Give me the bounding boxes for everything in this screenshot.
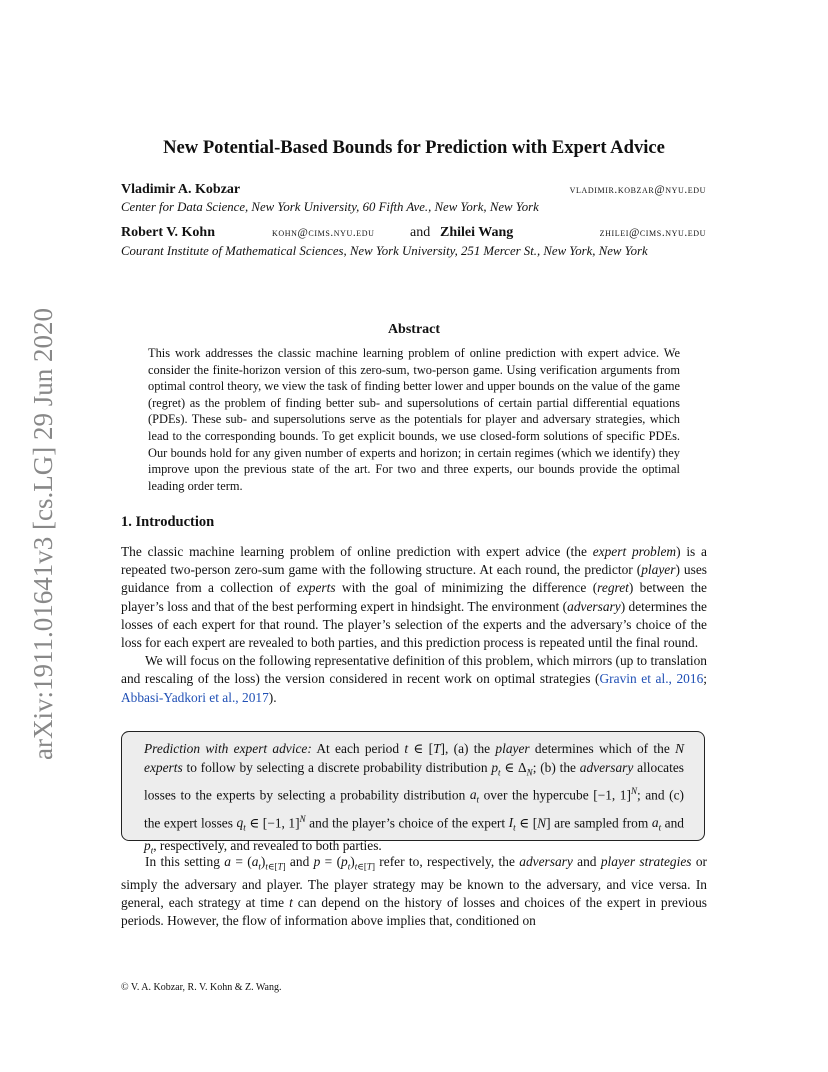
definition-box [121,731,705,856]
intro-body [121,543,707,707]
section-heading: 1. Introduction [121,514,215,530]
abstract-heading: Abstract [387,322,441,337]
citation-link[interactable]: Gravin et al., 2016 [599,671,704,687]
author-name: Zhilei Wang [440,225,514,240]
author-name: Vladimir A. Kobzar [121,182,241,197]
author-email[interactable]: kohn@cims.nyu.edu [272,227,375,239]
paper-title: New Potential-Based Bounds for Prediction with Expert Advice [163,137,665,158]
author-affiliation: Center for Data Science, New York University, 60 Fifth Ave., New York, New York [121,200,539,214]
author-name: Robert V. Kohn [121,225,216,240]
author-conjunction: and [410,225,431,240]
body-paragraph-3 [121,853,707,930]
definition-text: Prediction with expert advice: At each period t ∈ [T], (a) the player determines which of the N experts to follow by selecting a discrete probability distribution $p_t$ ∈ $\Delta_N$; (b) the adversary allocates losses to the experts by selecting a probability distribution $a_t$ over the hypercube [−1, 1]$^N$; and (c) the expert losses $q_t$ ∈ [−1, 1]$^N$ and the player’s choice of the expert $I_t$ ∈ [N] are sampled from $a_t$ and $p_t$, respectively, and revealed to both parties. [144,741,684,856]
citation-link[interactable]: Abbasi-Yadkori et al., 2017 [121,689,269,705]
arxiv-stamp: arXiv:1911.01641v3 [cs.LG] 29 Jun 2020 [28,308,58,760]
author-email[interactable]: zhilei@cims.nyu.edu [599,227,706,239]
abstract-text [148,345,680,494]
intro-paragraph-1: The classic machine learning problem of online prediction with expert advice (the expert problem) is a repeated two-person zero-sum game with the following structure. At each round, the predictor (player) uses guidance from a collection of experts with the goal of minimizing the difference (regret) between the player’s loss and that of the best performing expert in hindsight. The environment (adversary) determines the losses of each expert for that round. The player’s selection of the experts and the adversary’s choice of the loss for each expert are revealed to both parties, and this prediction process is repeated until the final round. [121,544,708,651]
intro-paragraph-2: We will focus on the following representative definition of this problem, which mirrors (up to translation and rescaling of the loss) the version considered in recent work on optimal strategies (Gravin et al., 2016; Abbasi-Yadkori et al., 2017). [121,653,707,705]
abstract-paragraph: This work addresses the classic machine learning problem of online prediction with expert advice. We consider the finite-horizon version of this zero-sum, two-person game. Using verification arguments from optimal control theory, we view the task of finding better lower and upper bounds on the value of the game (regret) as the problem of finding better sub- and supersolutions of certain partial differential equations (PDEs). These sub- and supersolutions serve as the potentials for player and adversary strategies, which lead to the corresponding bounds. To get explicit bounds, we use closed-form solutions of specific PDEs. Our bounds hold for any given number of experts and horizon; in certain regimes (which we identify) they improve upon the previous state of the art. For two and three experts, our bounds provide the optimal leading order term. [148,346,680,493]
author-email[interactable]: vladimir.kobzar@nyu.edu [569,184,706,196]
author-affiliation: Courant Institute of Mathematical Sciences, New York University, 251 Mercer St., New York, New York [121,244,648,258]
paragraph: In this setting $a = (a_t)_{t\in[T]}$ and $p = (p_t)_{t\in[T]}$ refer to, respectively, the adversary and player strategies or simply the adversary and player. The player strategy may be known to the adversary, and vice versa. In general, each strategy at time t can depend on the history of losses and choices of the expert in previous periods. However, the flow of information above implies that, conditioned on [121,854,708,929]
copyright-footer: © V. A. Kobzar, R. V. Kohn & Z. Wang. [121,982,282,993]
